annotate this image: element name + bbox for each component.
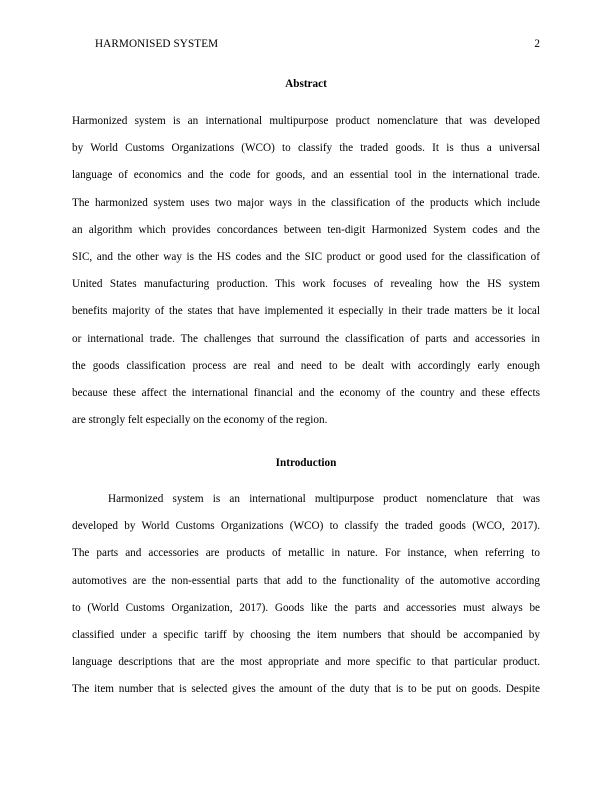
abstract-line: an algorithm which provides concordances between ten-digit Harmonized System codes and the: [72, 223, 540, 236]
abstract-line: benefits majority of the states that have implemented it especially in their trade matters be it local: [72, 305, 540, 318]
introduction-line: The parts and accessories are products of metallic in nature. For instance, when referring to: [72, 547, 540, 560]
abstract-line: or international trade. The challenges that surround the classification of parts and accessories in: [72, 332, 540, 345]
citation-source: World Customs Organization: [91, 601, 230, 614]
citation-prefix: to (: [72, 601, 92, 614]
introduction-paragraph: [72, 492, 540, 710]
abstract-paragraph: [72, 114, 540, 440]
abstract-line: because these affect the international financial and the economy of the country and these effects: [72, 386, 540, 399]
running-title: HARMONISED SYSTEM: [95, 38, 219, 50]
abstract-line: are strongly felt especially on the economy of the region.: [72, 414, 328, 427]
abstract-line: The harmonized system uses two major ways in the classification of the products which include: [72, 196, 540, 209]
abstract-line: United States manufacturing production. This work focuses of revealing how the HS system: [72, 278, 540, 291]
abstract-line: the goods classification process are real and need to be dealt with accordingly early enough: [72, 359, 540, 372]
citation-suffix: , 2017). Goods like the parts and accessories must always be: [229, 601, 540, 614]
abstract-line: by World Customs Organizations (WCO) to classify the traded goods. It is thus a universal: [72, 142, 540, 155]
abstract-line: Harmonized system is an international multipurpose product nomenclature that was developed: [72, 115, 540, 127]
abstract-line: language of economics and the code for goods, and an essential tool in the international trade.: [72, 169, 540, 182]
abstract-heading: Abstract: [285, 78, 327, 90]
introduction-heading: Introduction: [275, 457, 337, 469]
introduction-line: developed by World Customs Organizations (WCO) to classify the traded goods (WCO, 2017).: [72, 520, 540, 533]
abstract-line: SIC, and the other way is the HS codes and the SIC product or good used for the classification of: [72, 250, 540, 263]
introduction-line: automotives are the non-essential parts that add to the functionality of the automotive according: [72, 574, 540, 587]
introduction-line: The item number that is selected gives the amount of the duty that is to be put on goods. Despite: [72, 683, 540, 696]
page-number: 2: [534, 38, 540, 50]
introduction-line-citation: [72, 601, 540, 628]
running-header: [95, 37, 540, 51]
introduction-line: Harmonized system is an international multipurpose product nomenclature that was: [108, 493, 540, 505]
introduction-line: classified under a specific tariff by choosing the item numbers that should be accompanied by: [72, 628, 540, 641]
introduction-line: language descriptions that are the most appropriate and more specific to that particular product.: [72, 656, 540, 669]
